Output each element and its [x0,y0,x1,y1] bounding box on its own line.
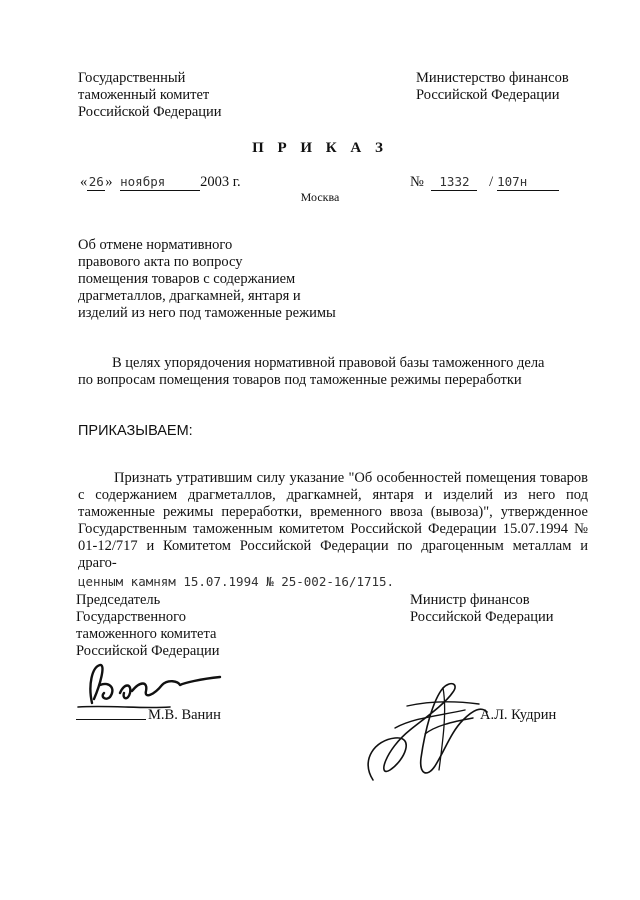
subject [78,237,336,322]
signatory-right-line: Министр финансов [410,592,530,608]
subject-line: правового акта по вопросу [78,254,243,270]
header-left-line: Российской Федерации [78,104,222,120]
page-title: П Р И К А З [252,140,388,156]
header-left-line: таможенный комитет [78,87,210,103]
signatory-left-line: Государственного [76,609,186,625]
date-month: ноября [120,173,200,191]
signatory-right [410,592,554,626]
number-first: 1332 [431,173,477,191]
subject-line: помещения товаров с содержанием [78,271,296,287]
signatory-right-line: Российской Федерации [410,609,554,625]
preamble: В целях упорядочения нормативной правовой базы таможенного дела по вопросам помещения товаров под таможенные режимы переработки [78,355,545,388]
signature-left-graphic [70,655,250,715]
header-right-line: Российской Федерации [416,87,560,103]
signatory-left-line: Председатель [76,592,161,608]
number-separator: / [489,174,494,190]
signature-right-graphic [355,670,495,790]
order-word: ПРИКАЗЫВАЕМ: [78,423,193,439]
order-date [80,173,241,191]
body-typed: Признать утратившим силу указание "Об особенностей помещения товаров с содержанием драгметаллов, драгкамней, янтаря и изделий из него под таможенные режимы переработки, временного ввоза (вывоза)", утвержденное Государственным таможенным комитетом Российской Федерации 15.07.1994 № 01-12/717 и Комитетом Российской Федерации по драгоценным металлам и драго- [78,470,588,571]
signatory-right-name: А.Л. Кудрин [480,707,557,723]
subject-line: драгметаллов, драгкамней, янтаря и [78,288,301,304]
date-open-quote: « [80,174,88,190]
city: Москва [300,190,340,204]
header-left-line: Государственный [78,70,186,86]
body-handwritten-tail: ценным камням 15.07.1994 № 25-002-16/1715. [78,574,395,589]
body-paragraph [78,470,588,590]
header-right-line: Министерство финансов [416,70,569,86]
header-left-org [78,70,222,121]
signatory-left-name: М.В. Ванин [148,707,221,723]
date-year: 2003 г. [200,174,241,190]
subject-line: изделий из него под таможенные режимы [78,305,336,321]
date-day: 26 [88,174,104,189]
signature-line-left [76,719,146,720]
number-prefix: № [410,174,424,190]
signatory-left [76,592,220,660]
signatory-left-line: Российской Федерации [76,643,220,659]
header-right-org [416,70,569,104]
number-second: 107н [497,173,559,191]
signatory-left-line: таможенного комитета [76,626,217,642]
order-number [410,173,559,191]
date-close-quote: » [105,174,113,190]
subject-line: Об отмене нормативного [78,237,233,253]
